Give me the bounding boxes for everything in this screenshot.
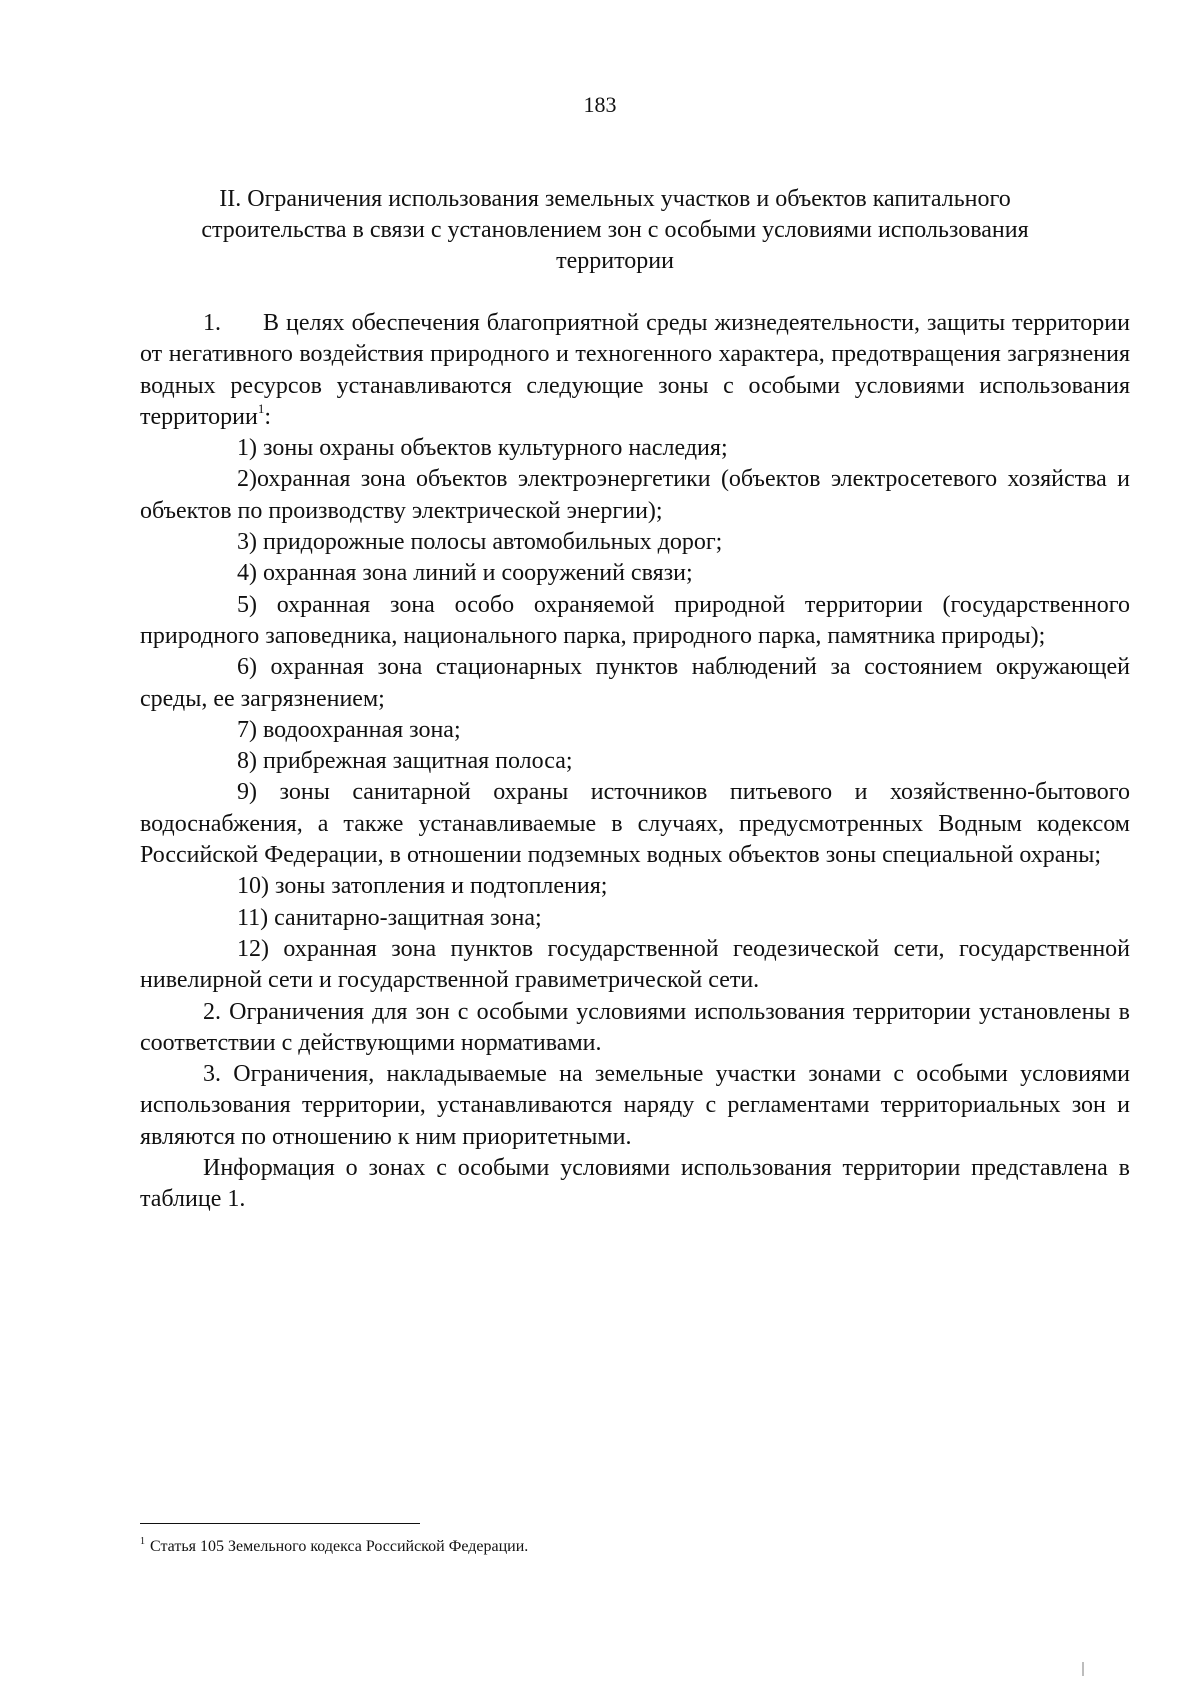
zone-list-item: 4) охранная зона линий и сооружений связи; bbox=[237, 560, 693, 587]
footnote-reference[interactable]: 1 bbox=[257, 400, 265, 416]
page-number: 183 bbox=[583, 92, 617, 117]
paragraph-item-1 bbox=[140, 308, 1130, 433]
footnote-separator bbox=[140, 1523, 420, 1524]
footnote-marker: 1 bbox=[140, 1536, 145, 1547]
paragraph-item-2: 2. Ограничения для зон с особыми условиями использования территории установлены в соответствии с действующими нормативами. bbox=[140, 998, 1130, 1056]
item-1-text: В целях обеспечения благоприятной среды жизнедеятельности, защиты территории от негативного воздействия природного и техногенного характера, предотвращения загрязнения водных ресурсов устанавливаются следующие зоны с особыми условиями использования территории bbox=[140, 310, 1130, 430]
item-1-number: 1. bbox=[203, 310, 221, 336]
paragraph-info: Информация о зонах с особыми условиями использования территории представлена в таблице 1. bbox=[140, 1155, 1130, 1213]
zone-list-item: 6) охранная зона стационарных пунктов наблюдений за состоянием окружающей среды, ее загрязнением; bbox=[140, 654, 1130, 712]
zone-list-item: 9) зоны санитарной охраны источников питьевого и хозяйственно-бытового водоснабжения, а также устанавливаемые в случаях, предусмотренных Водным кодексом Российской Федерации, в отношении подземных водных объектов зоны специальной охраны; bbox=[140, 779, 1130, 869]
zone-list-item: 5) охранная зона особо охраняемой природной территории (государственного природного заповедника, национального парка, природного парка, памятника природы); bbox=[140, 591, 1130, 649]
paragraph-item-3: 3. Ограничения, накладываемые на земельные участки зонами с особыми условиями использования территории, устанавливаются наряду с регламентами территориальных зон и являются по отношению к ним приоритетными. bbox=[140, 1061, 1130, 1150]
zone-list-item: 12) охранная зона пунктов государственной геодезической сети, государственной нивелирной сети и государственной гравиметрической сети. bbox=[140, 935, 1130, 994]
zone-list-item: 7) водоохранная зона; bbox=[237, 716, 461, 743]
document-body bbox=[140, 308, 1130, 1216]
item-1-tail: : bbox=[264, 403, 272, 430]
footnote-text: Статья 105 Земельного кодекса Российской Федерации. bbox=[150, 1538, 529, 1555]
zone-list-item: 2)охранная зона объектов электроэнергетики (объектов электросетевого хозяйства и объектов по производству электрической энергии); bbox=[140, 466, 1130, 524]
zone-list-item: 8) прибрежная защитная полоса; bbox=[237, 748, 573, 775]
zone-list-item: 11) санитарно-защитная зона; bbox=[237, 904, 542, 931]
zone-list-item: 10) зоны затопления и подтопления; bbox=[237, 873, 608, 900]
scan-artifact bbox=[1082, 1662, 1084, 1676]
zone-list-item: 1) зоны охраны объектов культурного наследия; bbox=[237, 435, 728, 462]
zone-list-item: 3) придорожные полосы автомобильных дорог; bbox=[237, 529, 723, 556]
section-heading: II. Ограничения использования земельных участков и объектов капитального строительства в связи с установлением зон с особыми условиями использования территории bbox=[201, 186, 1029, 274]
footnote bbox=[140, 1537, 1040, 1557]
